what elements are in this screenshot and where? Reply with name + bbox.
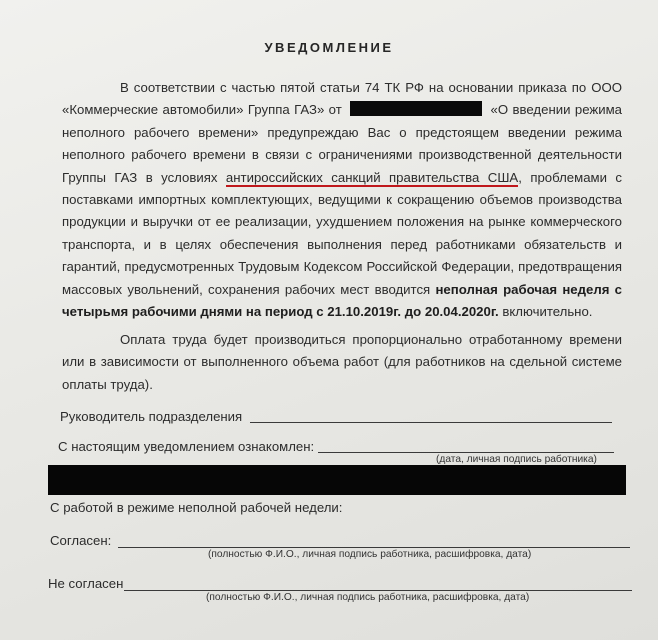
redacted-date-block xyxy=(350,101,482,116)
acknowledged-caption: (дата, личная подпись работника) xyxy=(436,454,597,465)
agree-caption: (полностью Ф.И.О., личная подпись работника, расшифровка, дата) xyxy=(208,549,532,560)
payment-paragraph xyxy=(62,329,622,396)
redacted-employee-block xyxy=(48,465,626,495)
acknowledged-label: С настоящим уведомлением ознакомлен: xyxy=(58,439,315,454)
head-signature-line xyxy=(250,422,612,423)
payment-text: Оплата труда будет производиться пропорционально отработанному времени или в зависимости от выполненного объема работ (для работников на сдельной системе оплаты труда). xyxy=(62,332,622,392)
agree-label: Согласен: xyxy=(50,533,112,548)
paragraph-text-d: включительно. xyxy=(502,304,593,320)
paragraph-text-a: В соответствии с частью пятой статьи 74 ТК РФ на основании приказа по ООО «Коммерческие автомобили» Группа ГАЗ» от xyxy=(62,80,622,118)
paragraph-text-c: , проблемами с поставками импортных комплектующих, ведущими к сокращению объемов производства продукции и выручки от ее реализации, ухудшением положения на рынке коммерческого транспорта, и в целях обеспечения выполнения перед работниками обязательств и гарантий, предусмотренных Трудовым Кодексом Российской Федерации, предотвращения массовых увольнений, сохранения рабочих мест вводится xyxy=(62,169,622,297)
part-time-heading: С работой в режиме неполной рабочей недели: xyxy=(50,500,343,515)
disagree-label: Не согласен xyxy=(48,576,124,591)
disagree-caption: (полностью Ф.И.О., личная подпись работника, расшифровка, дата) xyxy=(206,592,530,603)
disagree-signature-line xyxy=(124,590,632,591)
head-of-unit-label: Руководитель подразделения xyxy=(60,409,243,424)
bold-part-time-clause: неполная рабочая неделя с четырьмя рабочими днями на период с 21.10.2019г. до 20.04.2020г. xyxy=(62,281,623,320)
document-title: УВЕДОМЛЕНИЕ xyxy=(264,40,394,55)
paragraph-text-b: «О введении режима неполного рабочего времени» предупреждаю Вас о предстоящем введении режима неполного рабочего времени в связи с ограничениями производственной деятельности Группы ГАЗ в условиях xyxy=(62,102,622,185)
agree-signature-line xyxy=(118,547,630,548)
acknowledged-signature-line xyxy=(318,452,614,453)
red-underlined-phrase: антироссийских санкций правительства США xyxy=(225,169,519,185)
notice-paragraph xyxy=(62,77,622,323)
